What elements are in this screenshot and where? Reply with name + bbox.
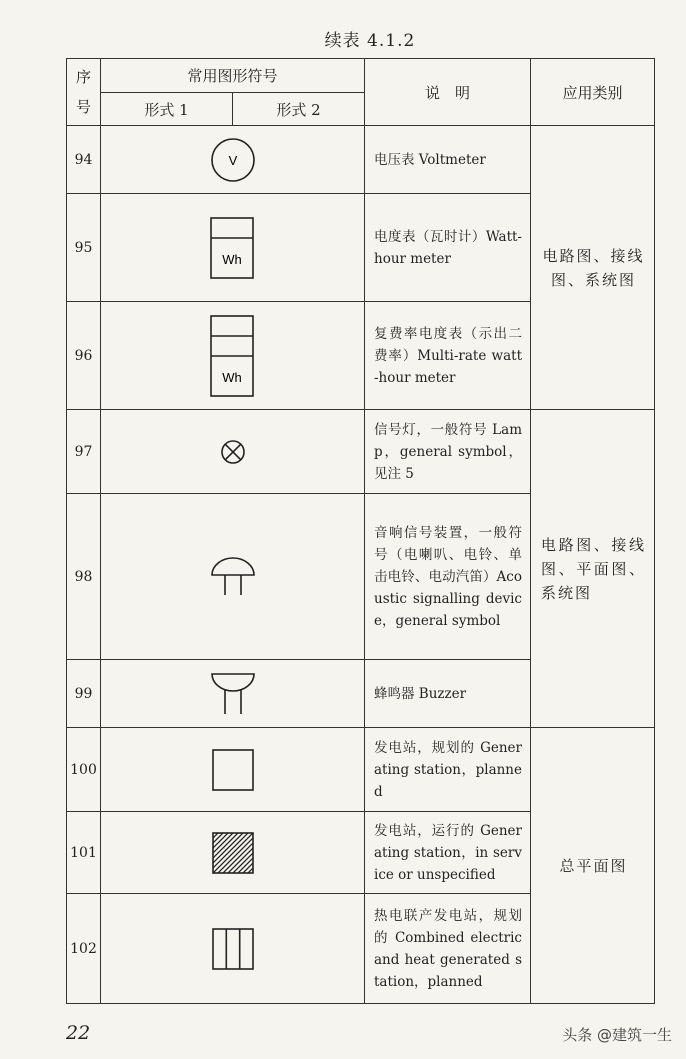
table-caption: 续表 4.1.2 — [324, 31, 416, 51]
station-service-icon — [211, 831, 255, 875]
row-number: 98 — [67, 494, 101, 660]
header-category: 应用类别 — [531, 59, 655, 126]
row-number: 94 — [67, 126, 101, 194]
header-symbol: 常用图形符号 — [101, 59, 365, 93]
row-number: 99 — [67, 660, 101, 728]
category-cell: 电路图、接线图、平面图、系统图 — [531, 410, 655, 728]
row-description: 热电联产发电站，规划的 Combined electric and heat generated station，planned — [365, 894, 531, 1004]
watermark: 头条 @建筑一生 — [562, 1026, 672, 1044]
meter-label: Wh — [221, 251, 242, 267]
buzzer-icon — [208, 671, 258, 717]
row-description: 复费率电度表（示出二费率）Multi-rate watt-hour meter — [365, 302, 531, 410]
acoustic-device-icon — [208, 555, 258, 599]
page-number: 22 — [66, 1022, 91, 1044]
header-form-1: 形式 1 — [101, 93, 233, 126]
table-row — [67, 410, 655, 494]
row-number: 102 — [67, 894, 101, 1004]
row-description: 蜂鸣器 Buzzer — [365, 660, 531, 728]
row-description: 音响信号装置，一般符号（电喇叭、电铃、单击电铃、电动汽笛）Acoustic signalling device，general symbol — [365, 494, 531, 660]
row-number: 100 — [67, 728, 101, 812]
row-number: 95 — [67, 194, 101, 302]
header-form-2: 形式 2 — [233, 93, 365, 126]
row-description: 发电站，规划的 Generating station，planned — [365, 728, 531, 812]
row-description: 信号灯，一般符号 Lamp，general symbol，见注 5 — [365, 410, 531, 494]
row-number: 101 — [67, 812, 101, 894]
category-cell: 电路图、接线图、系统图 — [531, 126, 655, 410]
lamp-icon — [218, 437, 248, 467]
row-description: 发电站，运行的 Generating station，in service or unspecified — [365, 812, 531, 894]
symbol-table — [66, 58, 655, 1004]
row-description: 电压表 Voltmeter — [365, 126, 531, 194]
row-description: 电度表（瓦时计）Watt-hour meter — [365, 194, 531, 302]
table-row — [67, 728, 655, 812]
category-cell: 总平面图 — [531, 728, 655, 1004]
row-number: 97 — [67, 410, 101, 494]
voltmeter-icon — [208, 135, 258, 185]
station-planned-icon — [211, 748, 255, 792]
table-row — [67, 126, 655, 194]
meter-label: Wh — [221, 369, 242, 385]
header-description: 说 明 — [365, 59, 531, 126]
multi-rate-meter-icon — [208, 314, 258, 398]
row-number: 96 — [67, 302, 101, 410]
voltmeter-letter: V — [228, 152, 237, 168]
header-seq: 序号 — [67, 59, 101, 126]
chp-station-icon — [211, 927, 255, 971]
watt-hour-meter-icon — [208, 216, 258, 280]
